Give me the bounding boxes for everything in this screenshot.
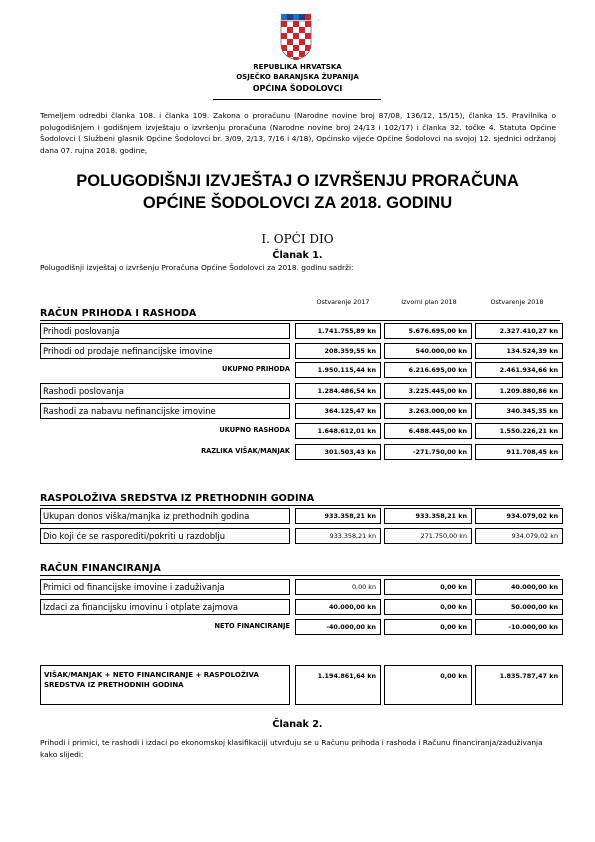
total-income-value: 6.216.695,00 kn: [384, 362, 472, 378]
header-divider: [213, 99, 381, 100]
net-financing-value: -40.000,00 kn: [295, 619, 381, 635]
rf-row-value: 40.000,00 kn: [295, 599, 381, 615]
rpr-heading-line: [40, 320, 560, 321]
rpr-row-value: 134.524,39 kn: [475, 343, 563, 359]
rpr-heading: RAČUN PRIHODA I RASHODA: [40, 308, 197, 319]
article-1-paragraph: Polugodišnji izvještaj o izvršenju Proračuna Općine Šodolovci za 2018. godinu sadrži:: [40, 263, 354, 272]
header-county: OSJEČKO BARANJSKA ŽUPANIJA: [236, 73, 359, 81]
total-income-value: 1.950.115,44 kn: [295, 362, 381, 378]
column-header-2017: Ostvarenje 2017: [316, 298, 370, 306]
summary-label: VIŠAK/MANJAK + NETO FINANCIRANJE + RASPOLOŽIVA SREDSTVA IZ PRETHODNIH GODINA: [40, 665, 290, 705]
article-2-heading: Članak 2.: [272, 719, 323, 730]
rsp-row-value: 934.079,02 kn: [475, 508, 563, 524]
document-title-line1: POLUGODIŠNJI IZVJEŠTAJ O IZVRŠENJU PRORAČUNA: [76, 172, 519, 190]
rpr-row-value: 2.327.410,27 kn: [475, 323, 563, 339]
column-header-2018: Ostvarenje 2018: [490, 298, 544, 306]
rsp-row-label: Ukupan donos viška/manjka iz prethodnih godina: [40, 508, 290, 524]
rpr-row-value: 3.263.000,00 kn: [384, 403, 472, 419]
header-republic: REPUBLIKA HRVATSKA: [253, 63, 342, 71]
rpr-row-value: 364.125,47 kn: [295, 403, 381, 419]
document-title-line2: OPĆINE ŠODOLOVCI ZA 2018. GODINU: [142, 194, 453, 212]
summary-value: 1.194.861,64 kn: [295, 665, 381, 705]
summary-value: 0,00 kn: [384, 665, 472, 705]
total-income-label: UKUPNO PRIHODA: [221, 365, 290, 373]
rf-row-value: 0,00 kn: [295, 579, 381, 595]
header-municipality: OPĆINA ŠODOLOVCI: [252, 84, 343, 93]
rf-row-label: Primici od financijske imovine i zaduživanja: [40, 579, 290, 595]
article-1-heading: Članak 1.: [272, 250, 323, 261]
total-expense-value: 1.648.612,01 kn: [295, 423, 381, 439]
net-financing-value: 0,00 kn: [384, 619, 472, 635]
rpr-row-value: 1.209.880,86 kn: [475, 383, 563, 399]
rpr-row-value: 5.676.695,00 kn: [384, 323, 472, 339]
rpr-row-value: 1.741.755,89 kn: [295, 323, 381, 339]
difference-value: 911.708,45 kn: [475, 444, 563, 460]
net-financing-label: NETO FINANCIRANJE: [214, 622, 290, 630]
coat-of-arms-icon: [278, 14, 314, 60]
rf-row-value: 40.000,00 kn: [475, 579, 563, 595]
rf-row-value: 0,00 kn: [384, 579, 472, 595]
total-income-value: 2.461.934,66 kn: [475, 362, 563, 378]
rpr-row-value: 208.359,55 kn: [295, 343, 381, 359]
section-heading: I. OPĆI DIO: [261, 232, 334, 246]
net-financing-value: -10.000,00 kn: [475, 619, 563, 635]
rsp-heading: RASPOLOŽIVA SREDSTVA IZ PRETHODNIH GODINA: [40, 493, 315, 504]
rpr-row-label: Rashodi poslovanja: [40, 383, 290, 399]
rpr-row-label: Prihodi od prodaje nefinancijske imovine: [40, 343, 290, 359]
total-expense-value: 1.550.226,21 kn: [475, 423, 563, 439]
column-header-plan-2018: Izvorni plan 2018: [401, 298, 457, 306]
total-expense-label: UKUPNO RASHODA: [219, 426, 290, 434]
rf-row-label: Izdaci za financijsku imovinu i otplate zajmova: [40, 599, 290, 615]
rf-row-value: 0,00 kn: [384, 599, 472, 615]
difference-label: RAZLIKA VIŠAK/MANJAK: [201, 447, 290, 455]
rsp-heading-line: [40, 505, 560, 506]
rpr-row-value: 3.225.445,00 kn: [384, 383, 472, 399]
rf-heading-line: [40, 575, 560, 576]
article-2-paragraph: Prihodi i primici, te rashodi i izdaci po ekonomskoj klasifikaciji utvrđuju se u Računu prihoda i rashoda i Računu financiranja/zaduživanja kako slijedi:: [40, 738, 543, 759]
rsp-row-value: 271.750,00 kn: [384, 528, 472, 544]
total-expense-value: 6.488.445,00 kn: [384, 423, 472, 439]
rpr-row-value: 540.000,00 kn: [384, 343, 472, 359]
intro-paragraph: Temeljem odredbi članka 108. i članka 109. Zakona o proračunu (Narodne novine broj 87/08, 136/12, 15/15), članka 15. Pravilnika o polugodišnjem i godišnjem izvještaju o izvršenju proračuna (Narodne novine broj 24/13 i 102/17) i članka 32. točke 4. Statuta Općine Šodolovci ( Službeni glasnik Općine Šodolovci br. 3/09, 2/13, 7/16 i 4/18), Općinsko vijeće Općine Šodolovci na svojoj 12. sjednici održanoj dana 07. rujna 2018. godine,: [40, 111, 556, 155]
summary-value: 1.835.787,47 kn: [475, 665, 563, 705]
rpr-row-label: Rashodi za nabavu nefinancijske imovine: [40, 403, 290, 419]
rpr-row-value: 340.345,35 kn: [475, 403, 563, 419]
rf-heading: RAČUN FINANCIRANJA: [40, 563, 161, 574]
rsp-row-value: 933.358,21 kn: [384, 508, 472, 524]
rpr-row-value: 1.284.486,54 kn: [295, 383, 381, 399]
rpr-row-label: Prihodi poslovanja: [40, 323, 290, 339]
rsp-row-value: 933.358,21 kn: [295, 528, 381, 544]
rsp-row-value: 934.079,02 kn: [475, 528, 563, 544]
difference-value: 301.503,43 kn: [295, 444, 381, 460]
difference-value: -271.750,00 kn: [384, 444, 472, 460]
rsp-row-value: 933.358,21 kn: [295, 508, 381, 524]
rsp-row-label: Dio koji će se rasporediti/pokriti u razdoblju: [40, 528, 290, 544]
rf-row-value: 50.000,00 kn: [475, 599, 563, 615]
